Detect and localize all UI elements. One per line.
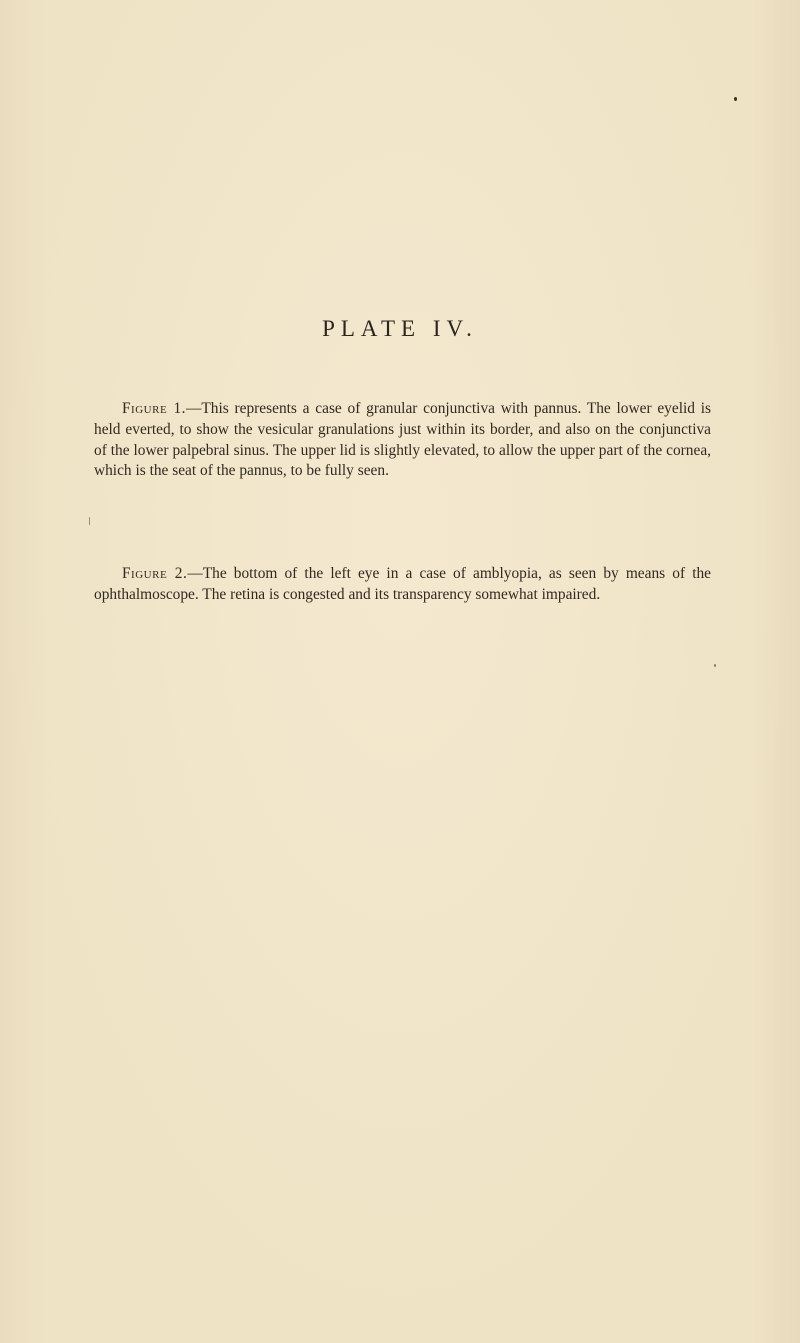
figure-2-text: —The bottom of the left eye in a case of amblyopia, as seen by means of the ophthalmoscope. The retina is congested and its transparency somewhat impaired.	[94, 565, 711, 603]
plate-title: PLATE IV.	[322, 316, 478, 341]
ink-speck	[89, 517, 90, 525]
figure-1-caption	[94, 399, 711, 482]
figure-1-text: —This represents a case of granular conjunctiva with pannus. The lower eyelid is held everted, to show the vesicular granulations just within its border, and also on the conjunctiva of the lower palpebral sinus. The upper lid is slightly elevated, to allow the upper part of the cornea, which is the seat of the pannus, to be fully seen.	[94, 400, 711, 480]
ink-speck	[734, 97, 737, 101]
ink-speck	[714, 664, 716, 667]
figure-2-label: Figure 2.	[122, 565, 188, 582]
figure-2-caption	[94, 564, 711, 606]
figure-1-label: Figure 1.	[122, 400, 186, 417]
